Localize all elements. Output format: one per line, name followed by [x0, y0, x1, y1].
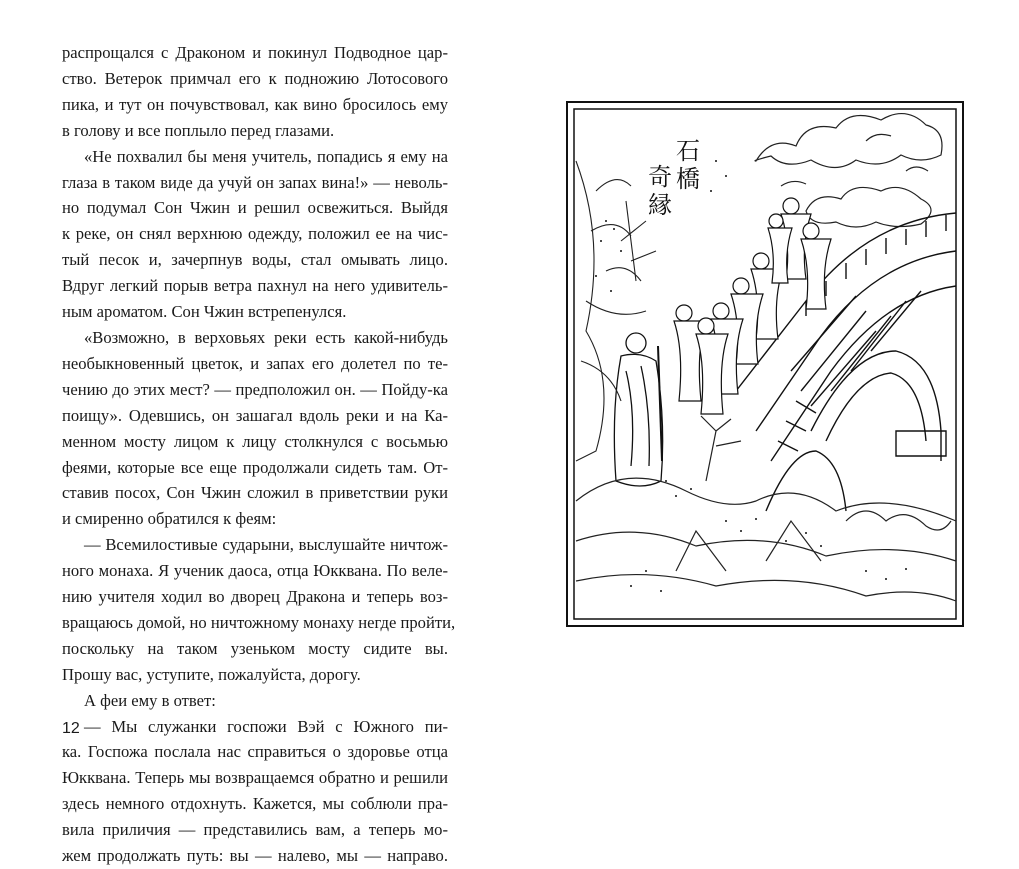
text-line: распрощался с Драконом и покинул Подводное цар-: [62, 43, 448, 62]
text-line: ство. Ветерок примчал его к подножию Лотосового: [62, 68, 448, 88]
text-line: — Мы служанки госпожи Вэй с Южного пи-: [84, 716, 448, 736]
text-line: к реке, он снял верхнюю одежду, положил ее на чис-: [62, 224, 448, 244]
text-line: тый песок и, зачерпнув воды, стал омывать лицо.: [62, 250, 448, 270]
text-line: нию учителя ходил во дворец Дракона и теперь воз-: [62, 587, 448, 607]
caption-char-1: 石: [676, 137, 700, 165]
clouds: [755, 114, 942, 227]
text-line: А феи ему в ответ:: [84, 690, 216, 710]
text-line: «Возможно, в верховьях реки есть какой-нибудь: [84, 327, 448, 347]
text-line: в голову и все поплыло перед глазами.: [62, 120, 335, 140]
text-line: пика, и тут он почувствовал, как вино бросилось ему: [62, 94, 448, 114]
text-line: поскольку на таком узеньком мосту сидите вы.: [62, 638, 448, 658]
text-line: ным ароматом. Сон Чжин встрепенулся.: [62, 302, 347, 322]
body-text: [62, 40, 456, 869]
text-line: «Не похвалил бы меня учитель, попадись я ему на: [84, 146, 448, 166]
text-line: вращаюсь домой, но ничтожному монаху негде пройти,: [62, 612, 456, 632]
fairies-group: [674, 198, 831, 414]
caption-char-4: 縁: [648, 191, 672, 219]
caption-char-3: 奇: [648, 163, 672, 191]
text-line: Вдруг легкий порыв ветра пахнул на него удивитель-: [62, 276, 448, 296]
stone-bridge: [736, 213, 956, 511]
woodcut-illustration: [566, 101, 964, 627]
text-line: здесь немного отдохнуть. Кажется, мы соблюли пра-: [62, 794, 448, 814]
text-line: — Всемилостивые сударыни, выслушайте ничтож-: [84, 535, 448, 555]
text-line: феями, которые все еще продолжали сидеть там. От-: [62, 457, 448, 477]
text-line: но подумал Сон Чжин и решил освежиться. Выйдя: [62, 198, 448, 218]
text-line: необыкновенный цветок, и запах его долетел по те-: [62, 353, 448, 373]
text-line: ного монаха. Я ученик даоса, отца Юкквана. По веле-: [62, 561, 448, 581]
text-line: чению до этих мест? — предположил он. — Пойду-ка: [62, 379, 448, 399]
monk-figure: [614, 333, 662, 486]
text-line: глаза в таком виде да учуй он запах вина!» — неволь-: [62, 172, 448, 192]
text-line: менном мосту лицом к лицу столкнулся с восьмью: [62, 431, 448, 451]
caption-characters: [648, 137, 700, 219]
left-page: [62, 40, 456, 869]
text-line: жем продолжать путь: вы — налево, мы — направо.: [62, 846, 448, 866]
text-line: ставив посох, Сон Чжин сложил в приветствии руки: [62, 483, 448, 503]
page-number: 12: [62, 720, 80, 737]
text-line: Прошу вас, уступите, пожалуйста, дорогу.: [62, 664, 361, 684]
text-line: ка. Госпожа послала нас справиться о здоровье отца: [62, 742, 448, 762]
illustration-svg: [566, 101, 964, 627]
text-line: вила приличия — представились вам, а теперь мо-: [62, 820, 448, 840]
text-line: и смиренно обратился к феям:: [62, 509, 277, 529]
text-line: Юкквана. Теперь мы возвращаемся обратно и решили: [62, 768, 448, 788]
text-line: поищу». Одевшись, он зашагал вдоль реки и на Ка-: [62, 405, 448, 425]
caption-char-2: 橋: [676, 165, 700, 193]
